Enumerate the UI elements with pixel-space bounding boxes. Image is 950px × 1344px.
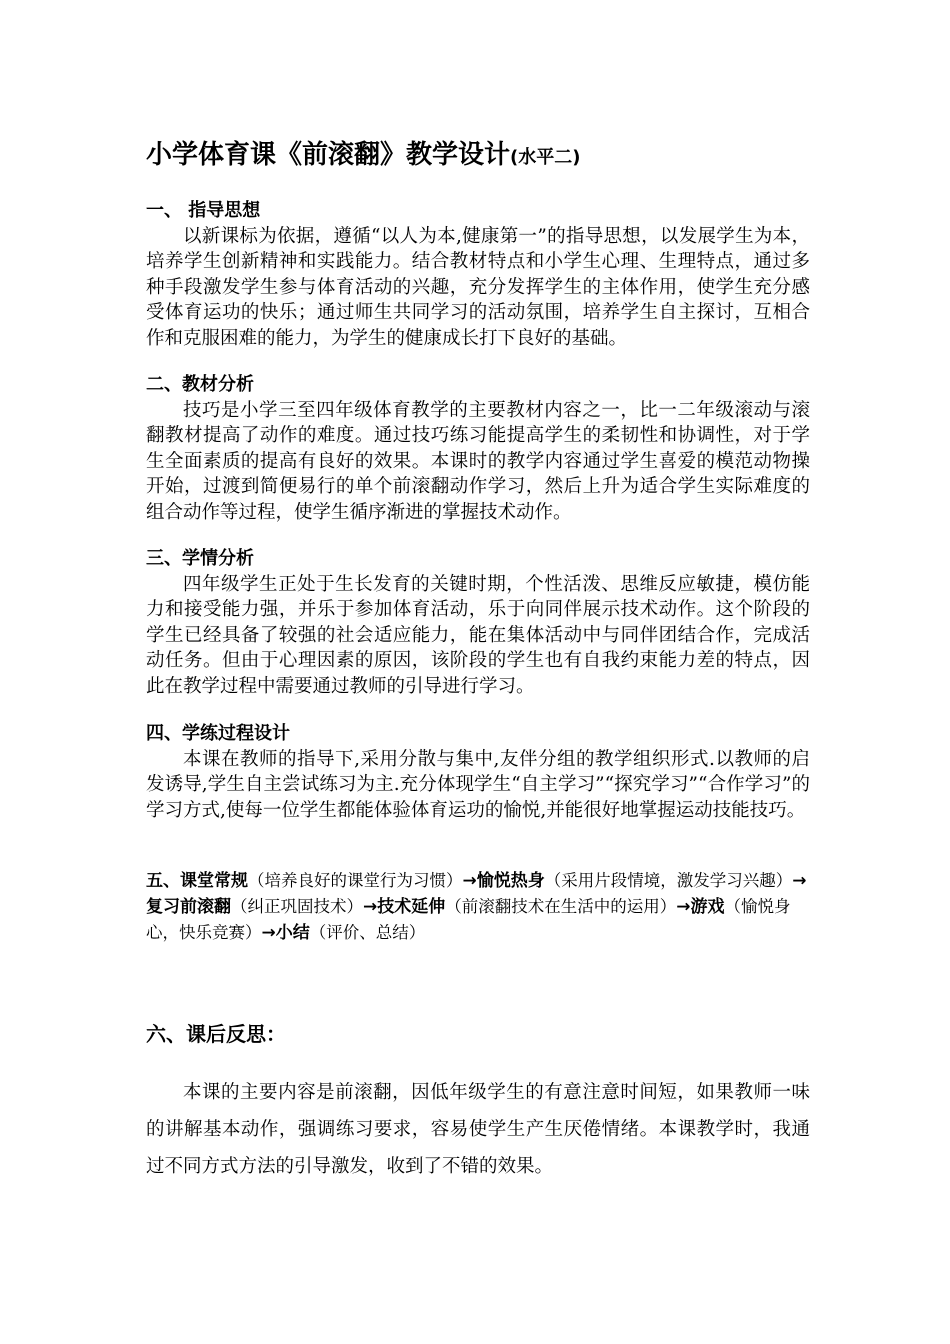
- section-body: 技巧是小学三至四年级体育教学的主要教材内容之一，比一二年级滚动与滚翻教材提高了动作的难度。通过技巧练习能提高学生的柔韧性和协调性，对于学生全面素质的提高有良好的效果。本课时的教学内容通过学生喜爱的模范动物操开始，过渡到简便易行的单个前滚翻动作学习，然后上升为适合学生实际难度的组合动作等过程，使学生循序渐进的掌握技术动作。: [146, 399, 810, 523]
- flow-step-name: 技术延伸: [377, 897, 446, 917]
- flow-step-name: 复习前滚翻: [146, 897, 231, 917]
- section-student-analysis: [146, 546, 810, 700]
- title-sub: (水平二): [510, 147, 581, 168]
- flow-step-name: 课堂常规: [180, 871, 248, 891]
- section-body: 本课在教师的指导下,采用分散与集中,友伴分组的教学组织形式.以教师的启发诱导,学生自主尝试练习为主.充分体现学生“自主学习”“探究学习”“合作学习”的学习方式,使每一位学生都能体验体育运功的愉悦,并能很好地掌握运动技能技巧。: [146, 748, 810, 821]
- flow-prefix: 五、: [146, 871, 180, 891]
- section-heading: 二、教材分析: [146, 374, 254, 395]
- flow-step-note: （纠正巩固技术）: [231, 897, 363, 916]
- flow-step-note: （评价、总结）: [309, 923, 426, 942]
- flow-arrow: →: [792, 871, 807, 891]
- flow-step-note: （前滚翻技术在生活中的运用）: [445, 897, 677, 916]
- document-title: [146, 134, 580, 171]
- flow-step-name: 愉悦热身: [476, 871, 545, 891]
- flow-arrow: →: [462, 871, 477, 891]
- section-process-design: [146, 721, 810, 823]
- section-material-analysis: [146, 372, 810, 526]
- section-body: 四年级学生正处于生长发育的关键时期，个性活泼、思维反应敏捷，模仿能力和接受能力强，并乐于参加体育活动，乐于向同伴展示技术动作。这个阶段的学生已经具备了较强的社会适应能力，能在集体活动中与同伴团结合作，完成活动任务。但由于心理因素的原因，该阶段的学生也有自我约束能力差的特点，因此在教学过程中需要通过教师的引导进行学习。: [146, 573, 810, 697]
- flow-arrow: →: [363, 897, 378, 917]
- flow-step-note: （培养良好的课堂行为习惯）: [248, 871, 463, 890]
- title-main: 小学体育课《前滚翻》教学设计: [146, 140, 511, 170]
- lesson-flow: [146, 868, 810, 946]
- section-body: 以新课标为依据，遵循“以人为本,健康第一”的指导思想，以发展学生为本，培养学生创新精神和实践能力。结合教材特点和小学生心理、生理特点，通过多种手段激发学生参与体育活动的兴趣，充分发挥学生的主体作用，使学生充分感受体育运功的快乐；通过师生共同学习的活动氛围，培养学生自主探讨，互相合作和克服困难的能力，为学生的健康成长打下良好的基础。: [146, 225, 810, 349]
- flow-step-note: （采用片段情境，激发学习兴趣）: [544, 871, 793, 890]
- flow-step-note: （愉悦身心，快乐竞赛）: [146, 897, 791, 942]
- section-heading: 三、学情分析: [146, 548, 254, 569]
- section-heading: 一、 指导思想: [146, 200, 261, 221]
- flow-arrow: →: [261, 923, 276, 943]
- reflection-body: 本课的主要内容是前滚翻，因低年级学生的有意注意时间短，如果教师一味的讲解基本动作，强调练习要求，容易使学生产生厌倦情绪。本课教学时，我通过不同方式方法的引导激发，收到了不错的效果。: [146, 1082, 810, 1177]
- flow-step-name: 游戏: [690, 897, 725, 917]
- flow-arrow: →: [676, 897, 691, 917]
- reflection-heading: 六、课后反思：: [146, 1022, 286, 1046]
- flow-step-name: 小结: [275, 923, 310, 943]
- section-guiding-thought: [146, 198, 810, 352]
- section-heading: 四、学练过程设计: [146, 723, 290, 744]
